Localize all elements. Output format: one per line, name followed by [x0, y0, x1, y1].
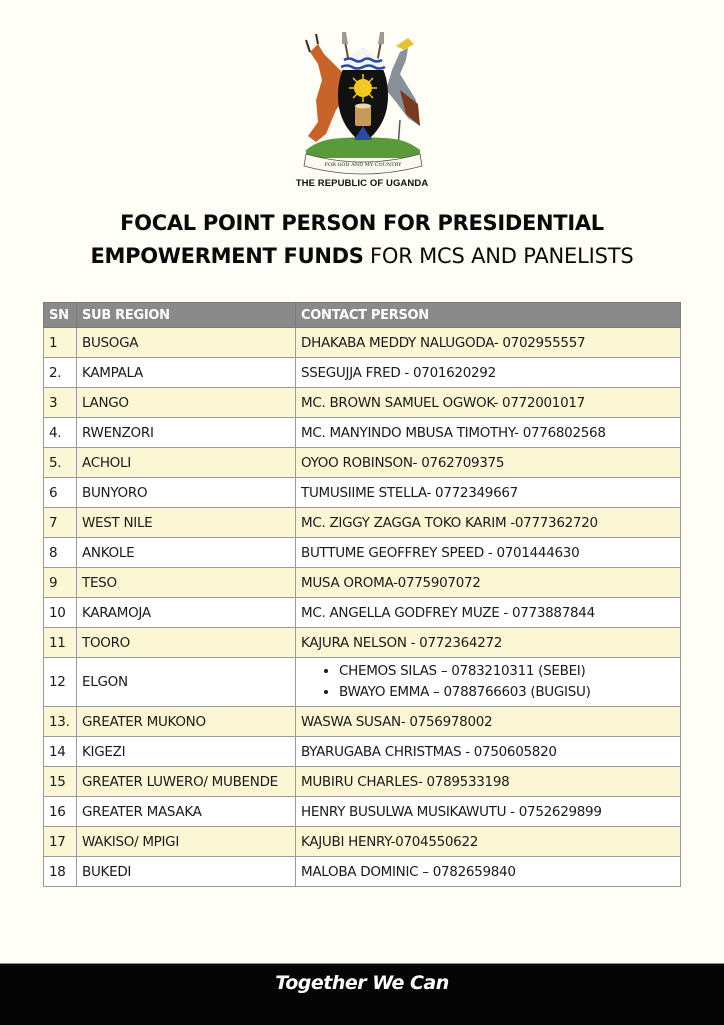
- cell-contact-person: KAJUBI HENRY-0704550622: [296, 827, 681, 857]
- table-row: [44, 767, 681, 797]
- cell-contact-person: DHAKABA MEDDY NALUGODA- 0702955557: [296, 328, 681, 358]
- cell-sn: 15: [44, 767, 77, 797]
- cell-contact-person: MC. ZIGGY ZAGGA TOKO KARIM -0777362720: [296, 508, 681, 538]
- cell-sub-region: ACHOLI: [77, 448, 296, 478]
- cell-contact-person: MC. BROWN SAMUEL OGWOK- 0772001017: [296, 388, 681, 418]
- cell-contact-person: WASWA SUSAN- 0756978002: [296, 707, 681, 737]
- table-row: [44, 658, 681, 707]
- cell-contact-person: BUTTUME GEOFFREY SPEED - 0701444630: [296, 538, 681, 568]
- cell-sub-region: BUKEDI: [77, 857, 296, 887]
- emblem-motto: FOR GOD AND MY COUNTRY: [324, 162, 402, 168]
- title-line-1: FOCAL POINT PERSON FOR PRESIDENTIAL: [120, 211, 604, 235]
- cell-sub-region: TESO: [77, 568, 296, 598]
- cell-sn: 17: [44, 827, 77, 857]
- cell-sn: 10: [44, 598, 77, 628]
- title-line-2-normal: FOR MCS AND PANELISTS: [363, 244, 634, 268]
- cell-sn: 14: [44, 737, 77, 767]
- table-row: [44, 737, 681, 767]
- cell-sub-region: WAKISO/ MPIGI: [77, 827, 296, 857]
- table-row: [44, 388, 681, 418]
- cell-sub-region: KARAMOJA: [77, 598, 296, 628]
- cell-contact-person: KAJURA NELSON - 0772364272: [296, 628, 681, 658]
- table-row: [44, 628, 681, 658]
- table-row: [44, 478, 681, 508]
- cell-sub-region: GREATER MASAKA: [77, 797, 296, 827]
- cell-contact-person: [296, 658, 681, 707]
- cell-sn: 9: [44, 568, 77, 598]
- column-header-contact-person: CONTACT PERSON: [296, 303, 681, 328]
- footer-banner: [0, 963, 724, 1025]
- cell-sub-region: KIGEZI: [77, 737, 296, 767]
- table-row: [44, 568, 681, 598]
- title-line-2-bold: EMPOWERMENT FUNDS: [90, 244, 364, 268]
- table-row: [44, 857, 681, 887]
- cell-sn: 4.: [44, 418, 77, 448]
- cell-sub-region: KAMPALA: [77, 358, 296, 388]
- cell-sub-region: BUNYORO: [77, 478, 296, 508]
- cell-contact-person: MC. MANYINDO MBUSA TIMOTHY- 0776802568: [296, 418, 681, 448]
- cell-sn: 2.: [44, 358, 77, 388]
- table-row: [44, 328, 681, 358]
- cell-contact-person: SSEGUJJA FRED - 0701620292: [296, 358, 681, 388]
- contact-list-item: • BWAYO EMMA – 0788766603 (BUGISU): [339, 682, 675, 703]
- footer-slogan: Together We Can: [275, 972, 449, 994]
- table-row: [44, 508, 681, 538]
- cell-contact-person: TUMUSIIME STELLA- 0772349667: [296, 478, 681, 508]
- contact-list-item: • CHEMOS SILAS – 0783210311 (SEBEI): [339, 661, 675, 682]
- table-row: [44, 598, 681, 628]
- column-header-sn: SN: [44, 303, 77, 328]
- table-row: [44, 827, 681, 857]
- cell-sn: 5.: [44, 448, 77, 478]
- table-row: [44, 707, 681, 737]
- cell-contact-person: MALOBA DOMINIC – 0782659840: [296, 857, 681, 887]
- cell-sub-region: TOORO: [77, 628, 296, 658]
- table-row: [44, 538, 681, 568]
- cell-sn: 13.: [44, 707, 77, 737]
- table-row: [44, 358, 681, 388]
- cell-contact-person: MUBIRU CHARLES- 0789533198: [296, 767, 681, 797]
- focal-point-table: [43, 302, 681, 887]
- cell-sub-region: RWENZORI: [77, 418, 296, 448]
- table-header-row: [44, 303, 681, 328]
- cell-contact-person: MUSA OROMA-0775907072: [296, 568, 681, 598]
- cell-sn: 12: [44, 658, 77, 707]
- cell-sn: 8: [44, 538, 77, 568]
- cell-sn: 11: [44, 628, 77, 658]
- cell-sn: 3: [44, 388, 77, 418]
- cell-sn: 6: [44, 478, 77, 508]
- cell-sub-region: ANKOLE: [77, 538, 296, 568]
- table-row: [44, 448, 681, 478]
- republic-label: THE REPUBLIC OF UGANDA: [295, 178, 429, 189]
- cell-sub-region: BUSOGA: [77, 328, 296, 358]
- cell-sn: 18: [44, 857, 77, 887]
- cell-sub-region: WEST NILE: [77, 508, 296, 538]
- cell-sn: 1: [44, 328, 77, 358]
- cell-contact-person: OYOO ROBINSON- 0762709375: [296, 448, 681, 478]
- cell-sub-region: ELGON: [77, 658, 296, 707]
- table-row: [44, 797, 681, 827]
- cell-sub-region: GREATER MUKONO: [77, 707, 296, 737]
- contact-list: [301, 661, 675, 703]
- uganda-coat-of-arms-emblem: [296, 30, 430, 176]
- cell-contact-person: MC. ANGELLA GODFREY MUZE - 0773887844: [296, 598, 681, 628]
- cell-sub-region: LANGO: [77, 388, 296, 418]
- cell-contact-person: BYARUGABA CHRISTMAS - 0750605820: [296, 737, 681, 767]
- table-row: [44, 418, 681, 448]
- cell-contact-person: HENRY BUSULWA MUSIKAWUTU - 0752629899: [296, 797, 681, 827]
- column-header-sub-region: SUB REGION: [77, 303, 296, 328]
- cell-sn: 7: [44, 508, 77, 538]
- cell-sn: 16: [44, 797, 77, 827]
- page-title: [0, 206, 724, 272]
- cell-sub-region: GREATER LUWERO/ MUBENDE: [77, 767, 296, 797]
